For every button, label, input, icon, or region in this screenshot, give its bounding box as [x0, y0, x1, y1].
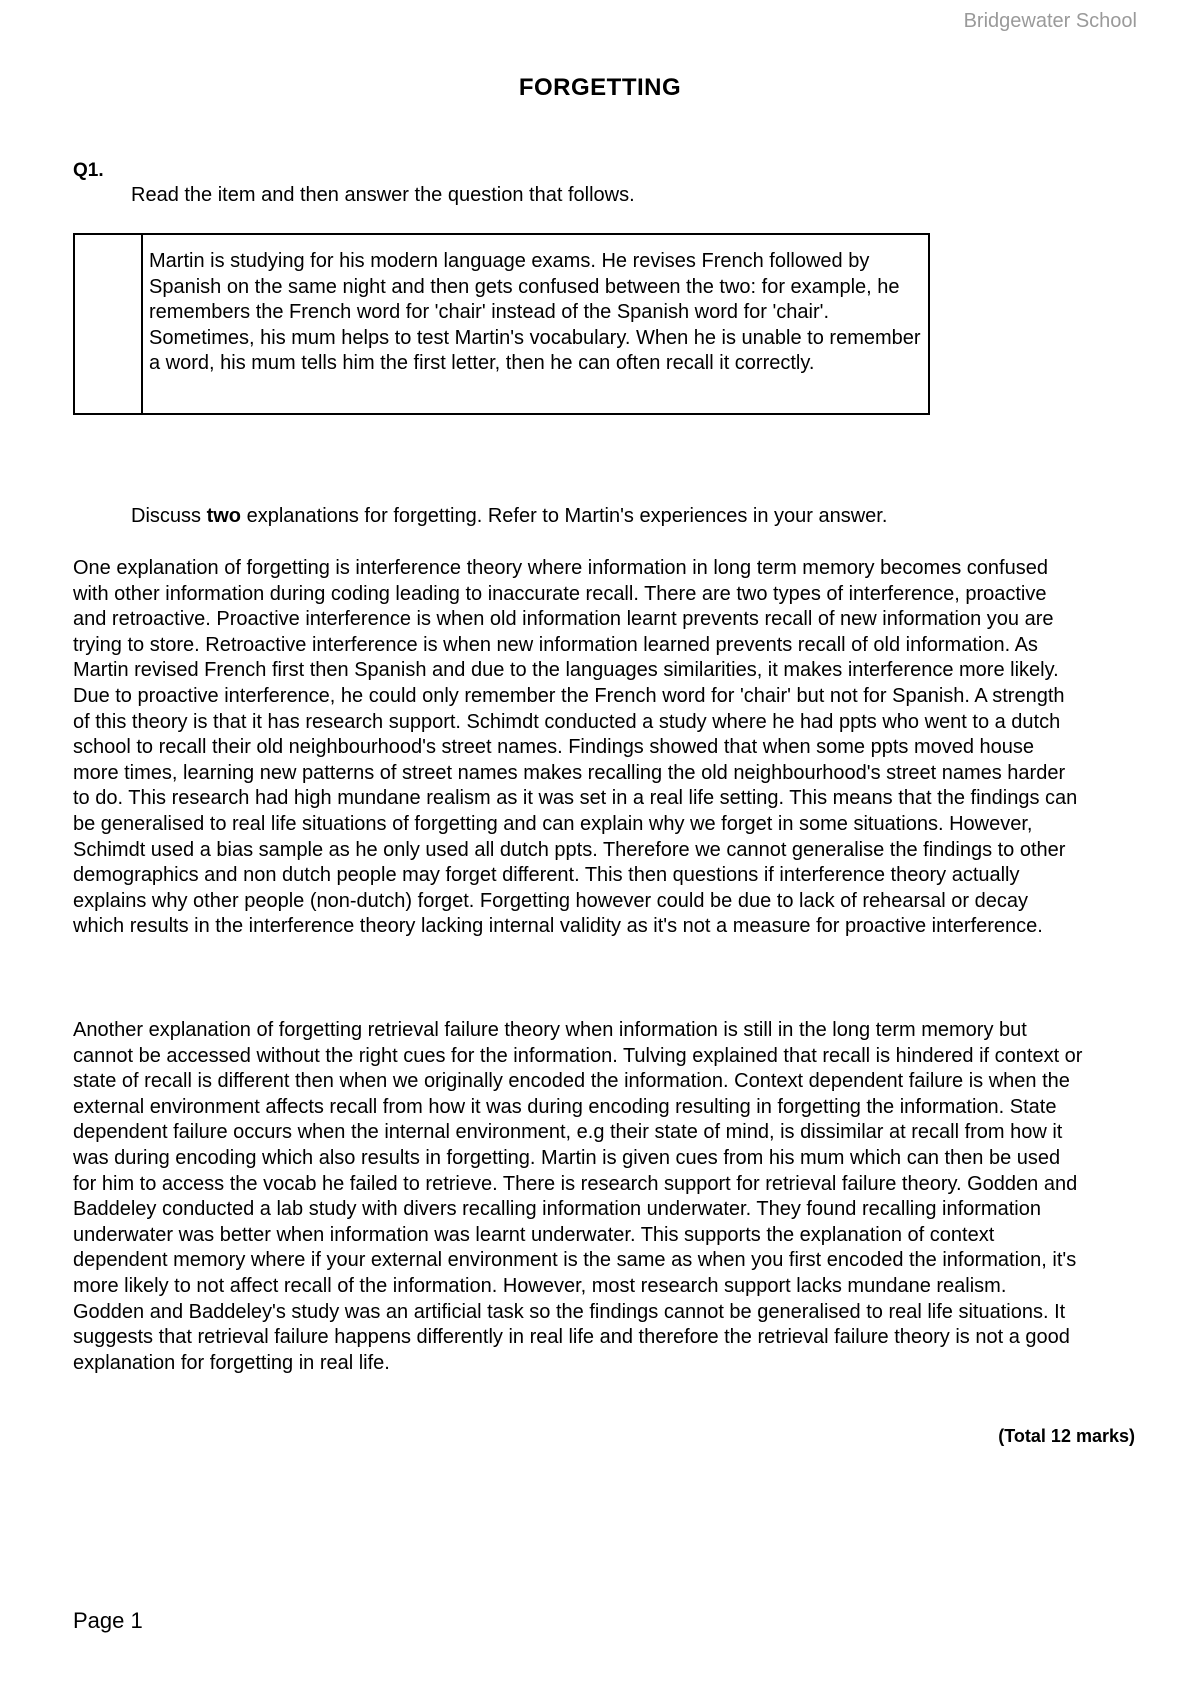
school-header: Bridgewater School [963, 10, 1137, 32]
total-marks: (Total 12 marks) [998, 1426, 1135, 1446]
page-title: FORGETTING [518, 74, 682, 101]
item-box [73, 233, 930, 415]
prompt-emphasis: two [206, 505, 242, 527]
item-text: Martin is studying for his modern language exams. He revises French followed by Spanish on the same night and then gets confused between the two: for example, he remembers the French word for 'chair' instead of the Spanish word for 'chair'. Sometimes, his mum helps to test Martin's vocabulary. When he is unable to remember a word, his mum tells him the first letter, then he can often recall it correctly. [149, 250, 921, 374]
question-number: Q1. [73, 160, 104, 181]
discuss-prompt [131, 505, 887, 528]
question-instruction: Read the item and then answer the question that follows. [131, 184, 635, 206]
prompt-text-after: explanations for forgetting. Refer to Martin's experiences in your answer. [241, 505, 888, 527]
prompt-text-before: Discuss [131, 505, 207, 527]
page-number: Page 1 [73, 1608, 143, 1633]
answer-paragraph-retrieval-failure: Another explanation of forgetting retrieval failure theory when information is still in the long term memory but cannot be accessed without the right cues for the information. Tulving explained that recall is hindered if context or state of recall is different then when we originally encoded the information. Context dependent failure is when the external environment affects recall from how it was during encoding resulting in forgetting the information. State dependent failure occurs when the internal environment, e.g their state of mind, is dissimilar at recall from how it was during encoding which also results in forgetting. Martin is given cues from his mum which can then be used for him to access the vocab he failed to retrieve. There is research support for retrieval failure theory. Godden and Baddeley conducted a lab study with divers recalling information underwater. They found recalling information underwater was better when information was learnt underwater. This supports the explanation of context dependent memory where if your external environment is the same as when you first encoded the information, it's more likely to not affect recall of the information. However, most research support lacks mundane realism. Godden and Baddeley's study was an artificial task so the findings cannot be generalised to real life situations. It suggests that retrieval failure happens differently in real life and therefore the retrieval failure theory is not a good explanation for forgetting in real life. [73, 1019, 1083, 1374]
answer-paragraph-interference: One explanation of forgetting is interference theory where information in long term memory becomes confused with other information during coding leading to inaccurate recall. There are two types of interference, proactive and retroactive. Proactive interference is when old information learnt prevents recall of new information you are trying to store. Retroactive interference is when new information learned prevents recall of old information. As Martin revised French first then Spanish and due to the languages similarities, it makes interference more likely. Due to proactive interference, he could only remember the French word for 'chair' but not for Spanish. A strength of this theory is that it has research support. Schimdt conducted a study where he had ppts who went to a dutch school to recall their old neighbourhood's street names. Findings showed that when some ppts moved house more times, learning new patterns of street names makes recalling the old neighbourhood's street names harder to do. This research had high mundane realism as it was set in a real life setting. This means that the findings can be generalised to real life situations of forgetting and can explain why we forget in some situations. However, Schimdt used a bias sample as he only used all dutch ppts. Therefore we cannot generalise the findings to other demographics and non dutch people may forget different. This then questions if interference theory actually explains why other people (non-dutch) forget. Forgetting however could be due to lack of rehearsal or decay which results in the interference theory lacking internal validity as it's not a measure for proactive interference. [73, 557, 1078, 938]
item-box-margin-column [75, 235, 143, 413]
